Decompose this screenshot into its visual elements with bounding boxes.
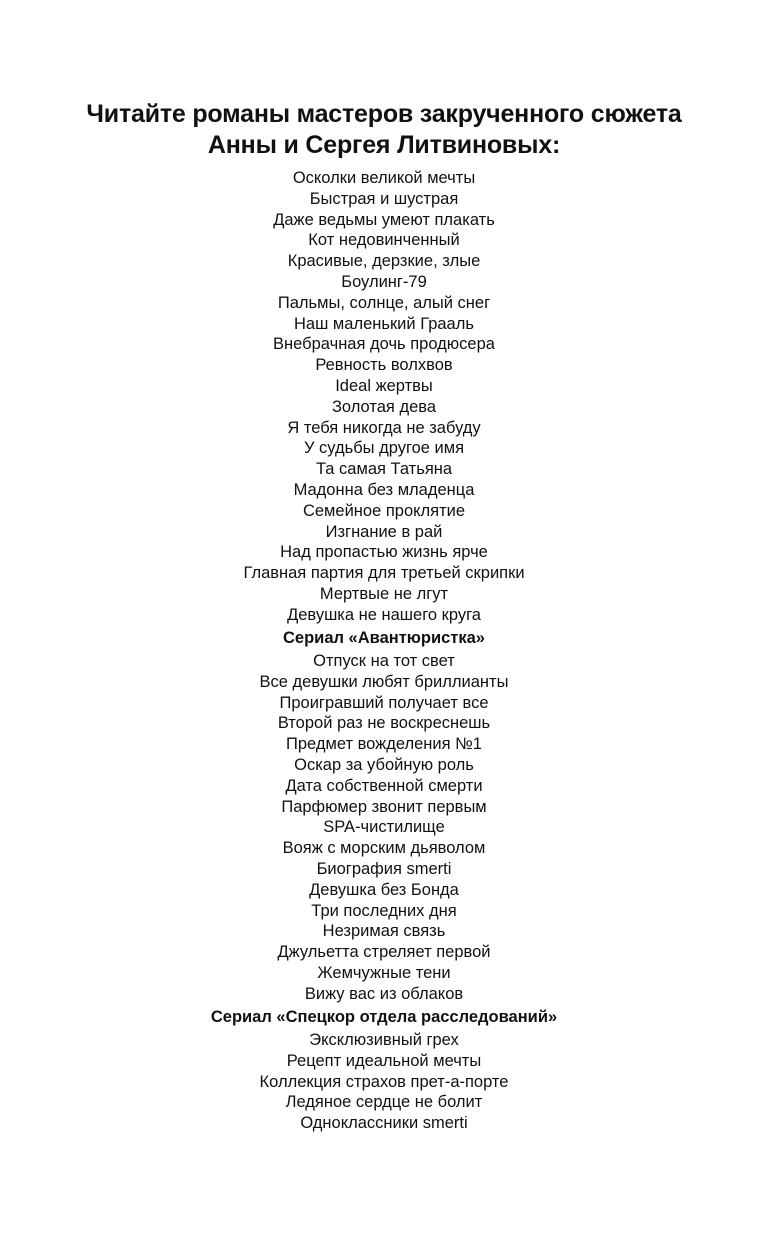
list-item: Джульетта стреляет первой: [277, 943, 491, 962]
list-item: Внебрачная дочь продюсера: [273, 335, 495, 354]
list-item: Даже ведьмы умеют плакать: [273, 210, 495, 229]
list-item: У судьбы другое имя: [303, 439, 465, 458]
series-list-special-correspondent: [0, 1030, 768, 1134]
list-item: Золотая дева: [331, 397, 437, 416]
list-item: Все девушки любят бриллианты: [259, 672, 509, 691]
list-item: Я тебя никогда не забуду: [287, 418, 481, 437]
list-item: Ледяное сердце не болит: [285, 1093, 483, 1112]
heading-line-2: Анны и Сергея Литвиновых:: [207, 131, 561, 159]
list-item: Незримая связь: [322, 922, 446, 941]
list-item: Коллекция страхов прет-а-порте: [259, 1072, 509, 1091]
list-item: Биография smerti: [316, 859, 452, 878]
list-item: Дата собственной смерти: [285, 776, 483, 795]
list-item: Мадонна без младенца: [293, 480, 475, 499]
list-item: Одноклассники smerti: [300, 1114, 468, 1133]
list-item: Осколки великой мечты: [292, 169, 476, 187]
list-item: Девушка без Бонда: [309, 880, 459, 899]
list-item: Ideal жертвы: [335, 376, 433, 395]
list-item: Три последних дня: [311, 901, 457, 920]
list-item: Главная партия для третьей скрипки: [243, 564, 525, 583]
list-item: Эксклюзивный грех: [309, 1031, 459, 1049]
series-title-special-correspondent: Сериал «Спецкор отдела расследований»: [210, 1008, 558, 1026]
list-item: Вижу вас из облаков: [304, 984, 464, 1003]
list-item: Та самая Татьяна: [315, 460, 453, 479]
list-item: Вояж с морским дьяволом: [282, 839, 486, 858]
list-item: Кот недовинченный: [308, 231, 460, 250]
list-item: Отпуск на тот свет: [313, 652, 455, 670]
heading-line-1: Читайте романы мастеров закрученного сюжета: [86, 100, 682, 128]
list-item: Парфюмер звонит первым: [281, 797, 487, 816]
list-item: Пальмы, солнце, алый снег: [277, 293, 491, 312]
list-item: Рецепт идеальной мечты: [286, 1051, 482, 1070]
list-item: Проигравший получает все: [279, 693, 489, 712]
series-title-adventuress: Сериал «Авантюристка»: [283, 629, 485, 647]
list-item: Быстрая и шустрая: [309, 189, 459, 208]
series-list-adventuress: [0, 651, 768, 1005]
list-item: Изгнание в рай: [325, 522, 443, 541]
list-item: Боулинг-79: [341, 272, 427, 291]
main-novel-list: [0, 168, 768, 626]
list-item: Второй раз не воскреснешь: [277, 714, 491, 733]
list-item: Оскар за убойную роль: [294, 755, 474, 774]
list-item: Ревность волхвов: [315, 356, 453, 375]
list-item: Семейное проклятие: [302, 501, 466, 520]
list-item: Мертвые не лгут: [319, 584, 449, 603]
list-item: Красивые, дерзкие, злые: [287, 252, 481, 271]
list-item: Предмет вожделения №1: [286, 735, 482, 754]
list-item: Девушка не нашего круга: [287, 605, 481, 624]
list-item: SPA-чистилище: [323, 818, 445, 837]
list-item: Жемчужные тени: [317, 963, 451, 982]
list-item: Над пропастью жизнь ярче: [280, 543, 488, 562]
list-item: Наш маленький Грааль: [294, 314, 474, 333]
